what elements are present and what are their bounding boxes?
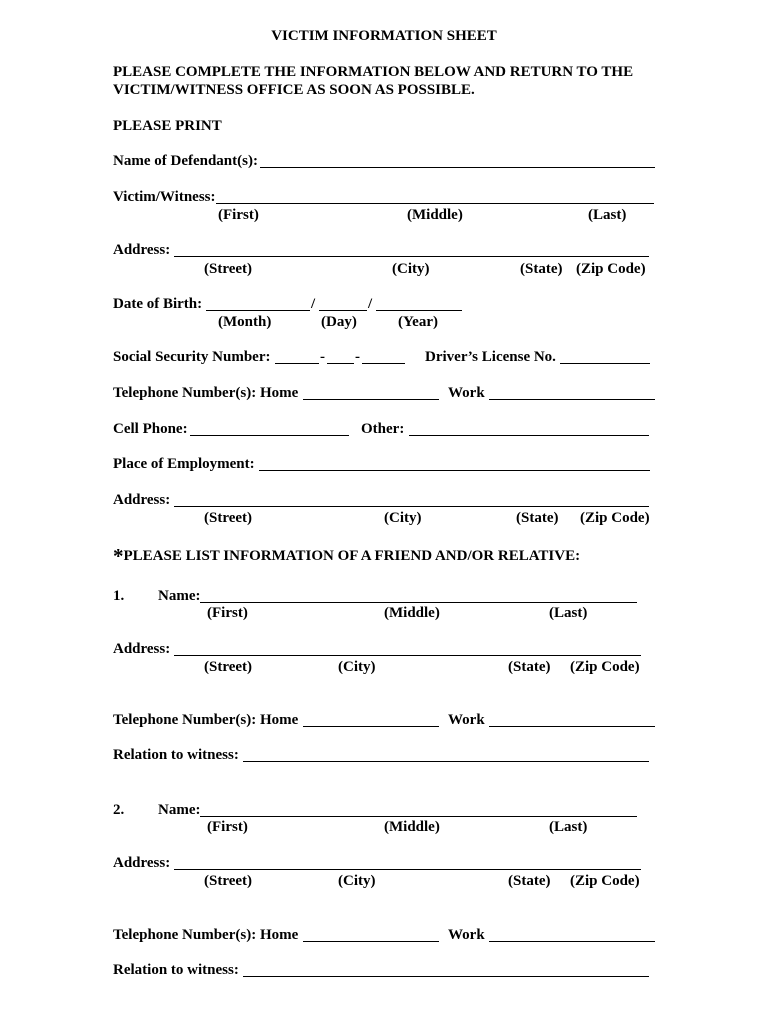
contact-2-name-field[interactable]	[200, 816, 637, 817]
victim-first-caption: (First)	[218, 207, 259, 223]
other-phone-field[interactable]	[409, 435, 649, 436]
contacts-heading-text: PLEASE LIST INFORMATION OF A FRIEND AND/OR RELATIVE:	[123, 548, 581, 564]
victim-name-field[interactable]	[216, 203, 654, 204]
dob-slash-2: /	[368, 296, 373, 312]
ssn-part-2-field[interactable]	[327, 363, 354, 364]
ssn-part-1-field[interactable]	[275, 363, 319, 364]
contact-2-phone-home-field[interactable]	[303, 941, 439, 942]
contact-1-middle-caption: (Middle)	[384, 605, 440, 621]
ssn-dash-2: -	[355, 349, 360, 365]
contact-2-street-caption: (Street)	[204, 873, 253, 889]
contact-1-name-field[interactable]	[200, 602, 637, 603]
contact-1-last-caption: (Last)	[549, 605, 588, 621]
other-phone-label: Other:	[361, 421, 405, 437]
license-field[interactable]	[560, 363, 650, 364]
asterisk-mark: *	[113, 544, 124, 568]
contact-1-address-field[interactable]	[174, 655, 641, 656]
contact-2-zip-caption: (Zip Code)	[570, 873, 640, 889]
contact-2-phone-work-field[interactable]	[489, 941, 655, 942]
victim-phone-work-label: Work	[448, 385, 485, 401]
dob-year-caption: (Year)	[398, 314, 438, 330]
contact-2-address-field[interactable]	[174, 869, 641, 870]
victim-name-label: Victim/Witness:	[113, 189, 216, 205]
victim-phone-home-label: Telephone Number(s): Home	[113, 385, 299, 401]
ssn-label: Social Security Number:	[113, 349, 271, 365]
victim-zip-caption: (Zip Code)	[576, 261, 646, 277]
employment-field[interactable]	[259, 470, 650, 471]
victim-address-field[interactable]	[174, 256, 649, 257]
employment-street-caption: (Street)	[204, 510, 253, 526]
dob-month-field[interactable]	[206, 310, 310, 311]
contact-1-relation-field[interactable]	[243, 761, 649, 762]
contact-2-middle-caption: (Middle)	[384, 819, 440, 835]
contact-1-phone-work-label: Work	[448, 712, 485, 728]
employment-address-label: Address:	[113, 492, 171, 508]
dob-label: Date of Birth:	[113, 296, 203, 312]
victim-state-caption: (State)	[520, 261, 563, 277]
dob-day-caption: (Day)	[321, 314, 357, 330]
victim-street-caption: (Street)	[204, 261, 253, 277]
contacts-heading	[113, 544, 581, 568]
contact-2-relation-field[interactable]	[243, 976, 649, 977]
contact-2-phone-home-label: Telephone Number(s): Home	[113, 927, 299, 943]
victim-middle-caption: (Middle)	[407, 207, 463, 223]
employment-city-caption: (City)	[384, 510, 422, 526]
dob-slash-1: /	[311, 296, 316, 312]
cell-phone-label: Cell Phone:	[113, 421, 188, 437]
contact-1-zip-caption: (Zip Code)	[570, 659, 640, 675]
contact-2-name-label: Name:	[158, 802, 201, 818]
contact-1-phone-home-label: Telephone Number(s): Home	[113, 712, 299, 728]
instructions-line-1: PLEASE COMPLETE THE INFORMATION BELOW AND RETURN TO THE	[113, 64, 634, 80]
page-title: VICTIM INFORMATION SHEET	[271, 28, 497, 44]
contact-1-name-label: Name:	[158, 588, 201, 604]
license-label: Driver’s License No.	[425, 349, 556, 365]
contact-1-city-caption: (City)	[338, 659, 376, 675]
instructions-line-2: VICTIM/WITNESS OFFICE AS SOON AS POSSIBLE.	[113, 82, 475, 98]
dob-month-caption: (Month)	[218, 314, 272, 330]
contact-2-phone-work-label: Work	[448, 927, 485, 943]
contact-2-state-caption: (State)	[508, 873, 551, 889]
employment-zip-caption: (Zip Code)	[580, 510, 650, 526]
victim-phone-home-field[interactable]	[303, 399, 439, 400]
defendant-label: Name of Defendant(s):	[113, 153, 258, 169]
victim-city-caption: (City)	[392, 261, 430, 277]
contact-2-address-label: Address:	[113, 855, 171, 871]
contact-2-last-caption: (Last)	[549, 819, 588, 835]
victim-phone-work-field[interactable]	[489, 399, 655, 400]
victim-last-caption: (Last)	[588, 207, 627, 223]
contact-1-number: 1.	[113, 588, 125, 604]
employment-address-field[interactable]	[174, 506, 649, 507]
contact-1-street-caption: (Street)	[204, 659, 253, 675]
victim-address-label: Address:	[113, 242, 171, 258]
contact-2-relation-label: Relation to witness:	[113, 962, 239, 978]
contact-2-number: 2.	[113, 802, 125, 818]
print-note: PLEASE PRINT	[113, 118, 222, 134]
employment-label: Place of Employment:	[113, 456, 255, 472]
contact-1-first-caption: (First)	[207, 605, 248, 621]
contact-1-phone-work-field[interactable]	[489, 726, 655, 727]
contact-2-city-caption: (City)	[338, 873, 376, 889]
contact-2-first-caption: (First)	[207, 819, 248, 835]
contact-1-phone-home-field[interactable]	[303, 726, 439, 727]
employment-state-caption: (State)	[516, 510, 559, 526]
ssn-dash-1: -	[320, 349, 325, 365]
ssn-part-3-field[interactable]	[362, 363, 405, 364]
contact-1-address-label: Address:	[113, 641, 171, 657]
dob-day-field[interactable]	[319, 310, 367, 311]
cell-phone-field[interactable]	[190, 435, 349, 436]
defendant-field[interactable]	[260, 167, 655, 168]
dob-year-field[interactable]	[376, 310, 462, 311]
contact-1-state-caption: (State)	[508, 659, 551, 675]
contact-1-relation-label: Relation to witness:	[113, 747, 239, 763]
